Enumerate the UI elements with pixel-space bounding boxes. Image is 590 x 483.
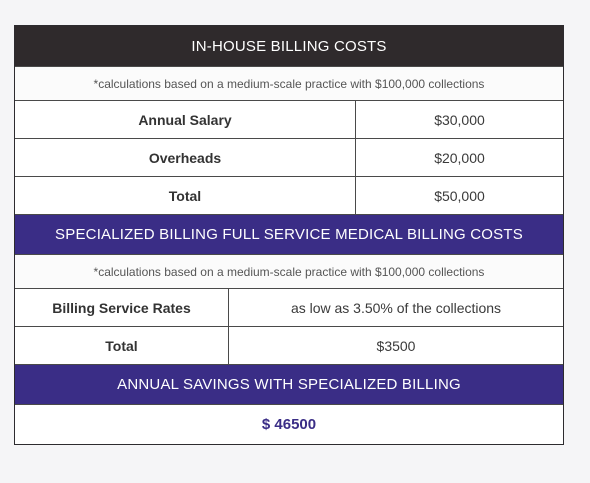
row-value: $20,000 bbox=[355, 139, 563, 176]
inhouse-note-row bbox=[15, 66, 563, 100]
inhouse-header bbox=[15, 26, 563, 66]
savings-value: $ 46500 bbox=[261, 416, 317, 433]
row-value: $50,000 bbox=[355, 177, 563, 214]
row-value: as low as 3.50% of the collections bbox=[228, 289, 563, 326]
billing-cost-table bbox=[14, 25, 564, 445]
row-label: Annual Salary bbox=[138, 111, 232, 128]
inhouse-note: *calculations based on a medium-scale practice with $100,000 collections bbox=[93, 76, 485, 91]
specialized-note-row bbox=[15, 254, 563, 288]
inhouse-row-overheads bbox=[15, 138, 563, 176]
row-value: $30,000 bbox=[355, 101, 563, 138]
row-label: Total bbox=[168, 187, 202, 204]
inhouse-row-total bbox=[15, 176, 563, 214]
savings-title: ANNUAL SAVINGS WITH SPECIALIZED BILLING bbox=[117, 376, 461, 393]
specialized-note: *calculations based on a medium-scale practice with $100,000 collections bbox=[93, 264, 485, 279]
specialized-row-rates bbox=[15, 288, 563, 326]
savings-value-row bbox=[15, 404, 563, 444]
specialized-header bbox=[15, 214, 563, 254]
savings-header bbox=[15, 364, 563, 404]
row-label: Total bbox=[105, 337, 138, 354]
row-label: Overheads bbox=[148, 149, 222, 166]
specialized-title: SPECIALIZED BILLING FULL SERVICE MEDICAL BILLING COSTS bbox=[55, 226, 523, 243]
specialized-row-total bbox=[15, 326, 563, 364]
inhouse-title: IN-HOUSE BILLING COSTS bbox=[191, 37, 387, 55]
row-value: $3500 bbox=[228, 327, 563, 364]
row-label: Billing Service Rates bbox=[52, 299, 191, 316]
inhouse-row-salary bbox=[15, 100, 563, 138]
